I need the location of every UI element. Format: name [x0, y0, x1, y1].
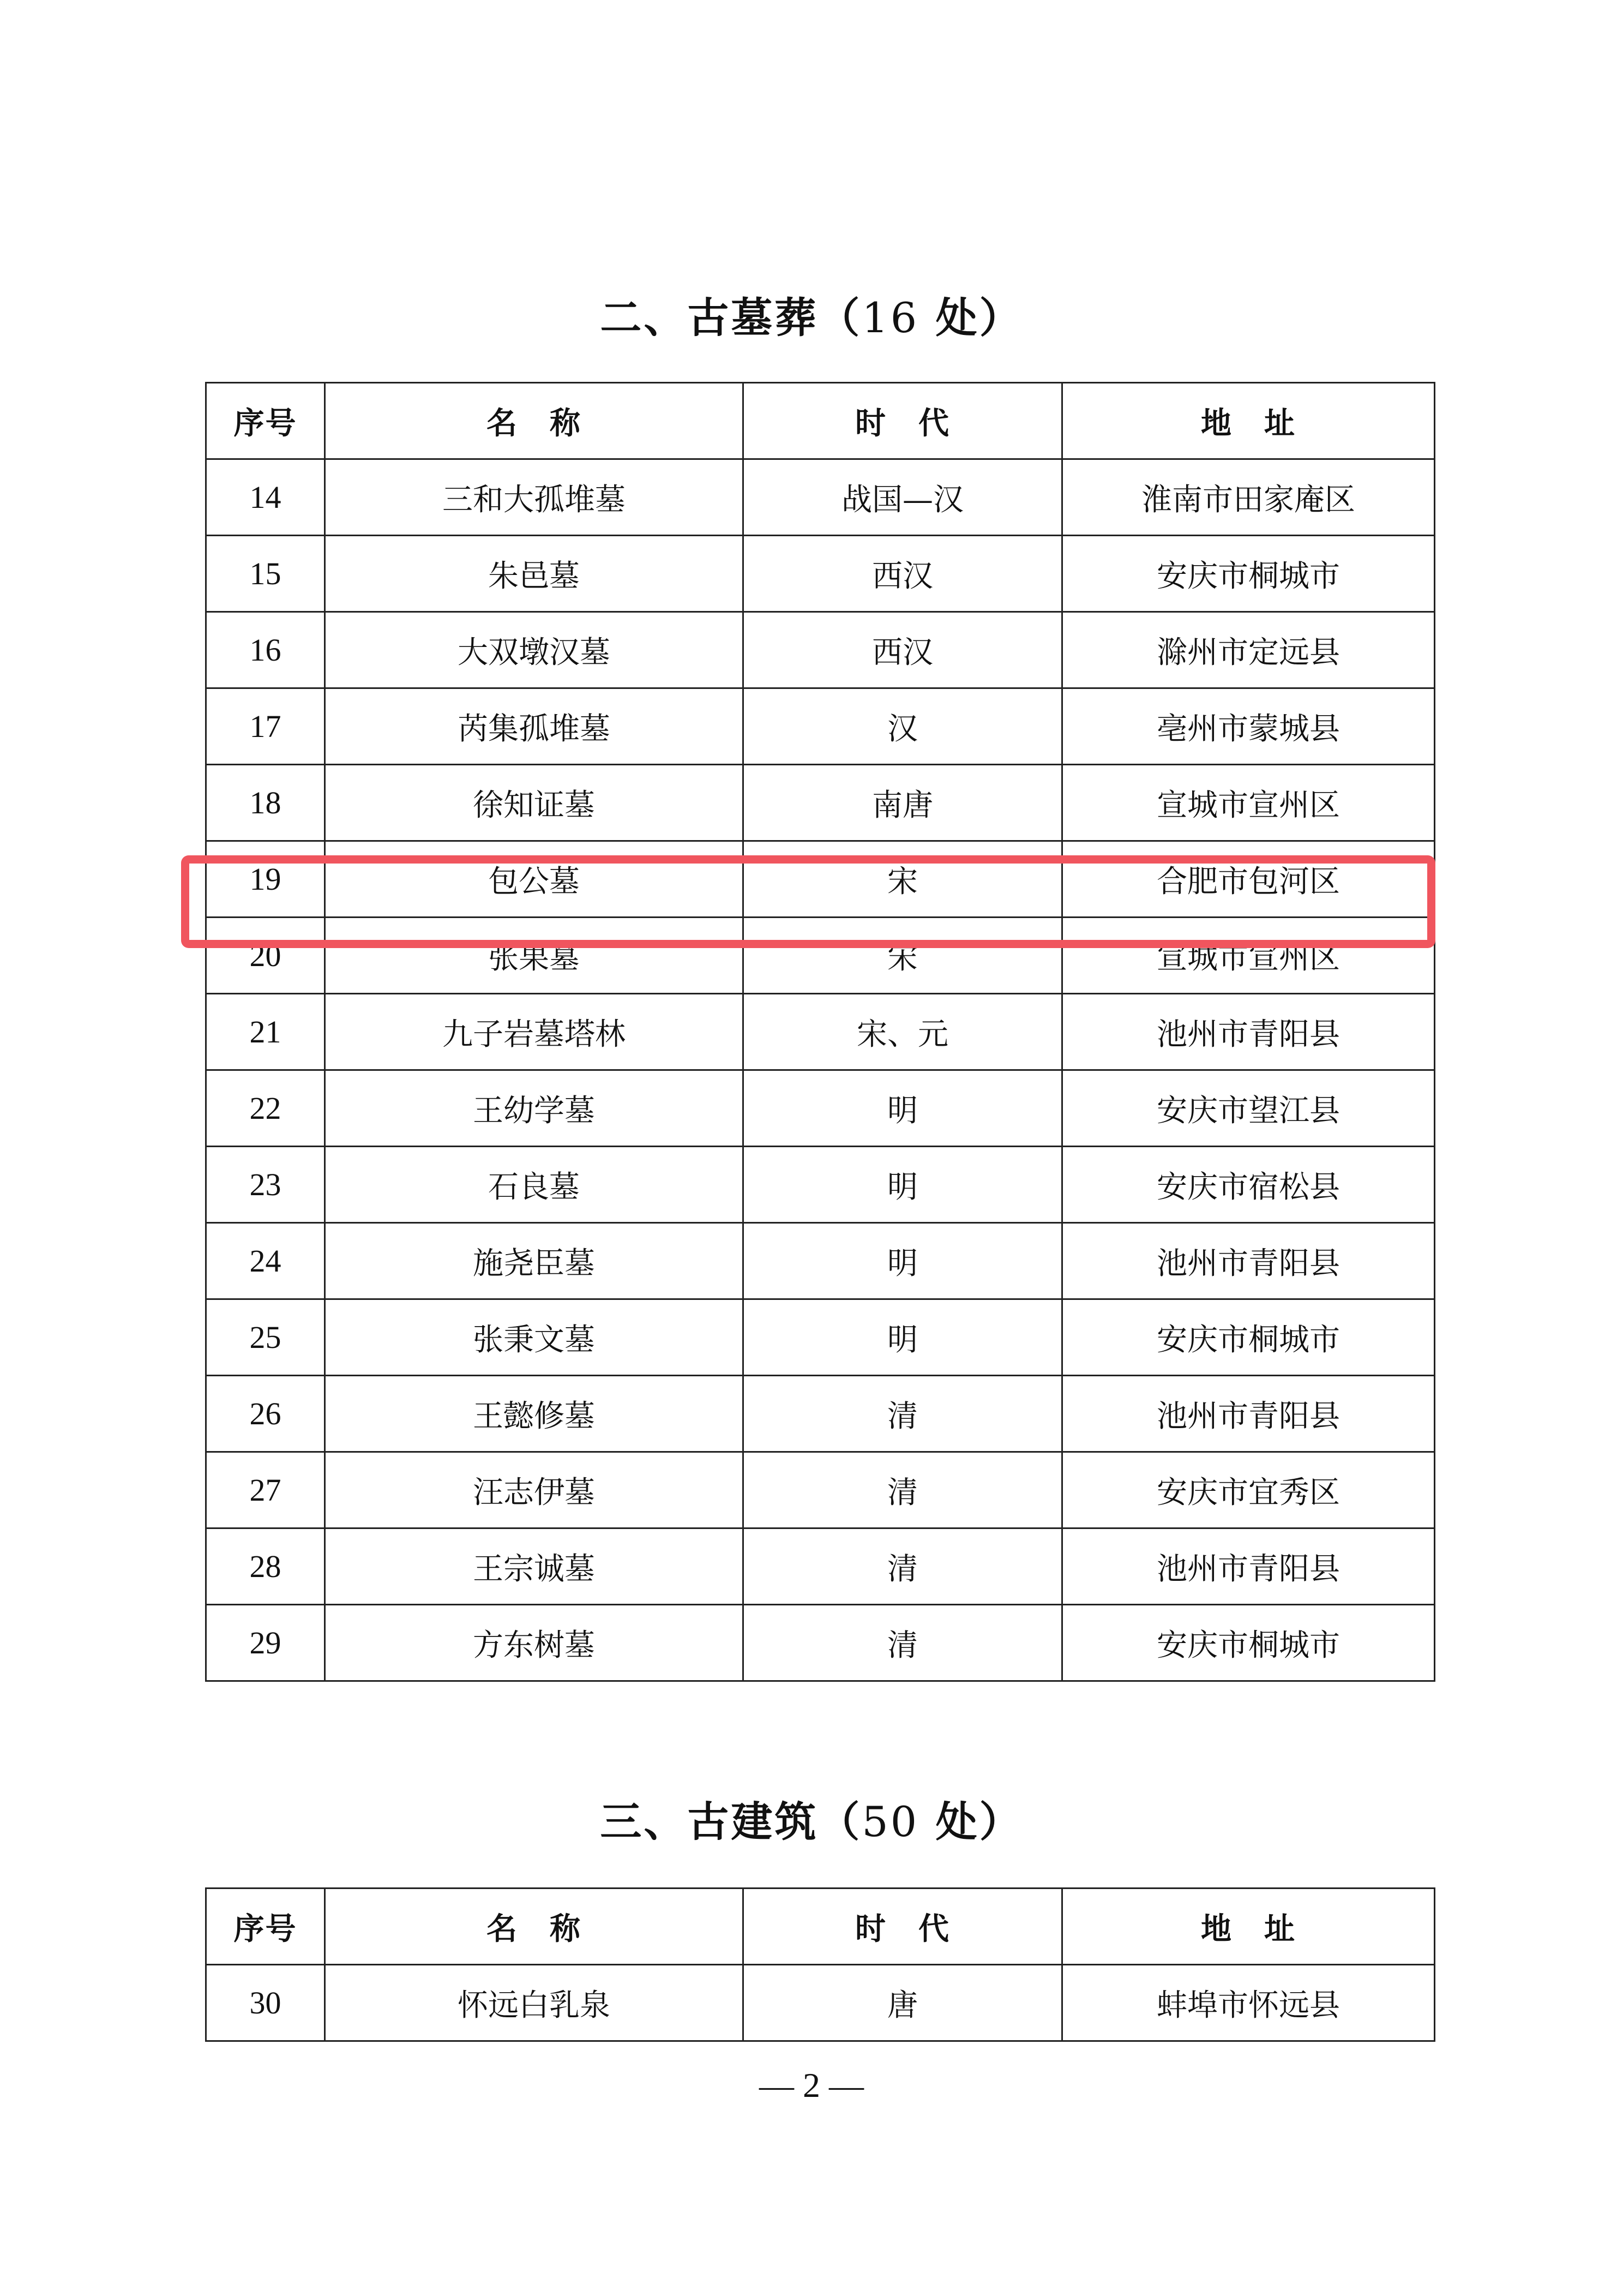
cell-no: 29: [206, 1605, 325, 1681]
highlight-box: [181, 855, 1435, 948]
cell-name: 九子岩墓塔林: [325, 994, 743, 1070]
table-row: [206, 1299, 1435, 1376]
section-title-buildings-prefix: 三、古建筑（: [600, 1797, 862, 1846]
cell-address: 安庆市宜秀区: [1062, 1452, 1435, 1528]
table-row: [206, 1605, 1435, 1681]
cell-no: 30: [206, 1965, 325, 2041]
cell-name: 大双墩汉墓: [325, 612, 743, 688]
header-name: 名 称: [325, 1889, 743, 1965]
cell-no: 25: [206, 1299, 325, 1376]
cell-address: 安庆市宿松县: [1062, 1147, 1435, 1223]
cell-name: 王宗诚墓: [325, 1528, 743, 1605]
buildings-table: [205, 1887, 1435, 2042]
cell-name: 朱邑墓: [325, 536, 743, 612]
cell-era: 明: [743, 1070, 1062, 1147]
cell-era: 清: [743, 1376, 1062, 1452]
cell-name: 石良墓: [325, 1147, 743, 1223]
header-era: 时 代: [743, 383, 1062, 459]
section-title-tombs: [0, 288, 1623, 348]
cell-address: 池州市青阳县: [1062, 1528, 1435, 1605]
cell-address: 安庆市望江县: [1062, 1070, 1435, 1147]
cell-name: 徐知证墓: [325, 765, 743, 841]
cell-address: 安庆市桐城市: [1062, 536, 1435, 612]
cell-no: 26: [206, 1376, 325, 1452]
cell-era: 清: [743, 1452, 1062, 1528]
cell-name: 张秉文墓: [325, 1299, 743, 1376]
cell-era: 明: [743, 1223, 1062, 1299]
table-header-row: [206, 383, 1435, 459]
cell-era: 清: [743, 1528, 1062, 1605]
cell-name: 王幼学墓: [325, 1070, 743, 1147]
cell-no: 20: [206, 918, 325, 994]
cell-address: 池州市青阳县: [1062, 1376, 1435, 1452]
cell-name: 汪志伊墓: [325, 1452, 743, 1528]
table-row: [206, 1528, 1435, 1605]
cell-era: 南唐: [743, 765, 1062, 841]
cell-no: 15: [206, 536, 325, 612]
cell-no: 16: [206, 612, 325, 688]
cell-era: 西汉: [743, 536, 1062, 612]
cell-no: 24: [206, 1223, 325, 1299]
cell-address: 淮南市田家庵区: [1062, 459, 1435, 536]
cell-era: 汉: [743, 688, 1062, 765]
cell-era: 唐: [743, 1965, 1062, 2041]
cell-address: 池州市青阳县: [1062, 1223, 1435, 1299]
cell-name: 方东树墓: [325, 1605, 743, 1681]
header-address: 地 址: [1062, 1889, 1435, 1965]
section-title-tombs-suffix: 处）: [919, 293, 1023, 342]
table-row: [206, 536, 1435, 612]
section-title-buildings: [0, 1792, 1623, 1852]
cell-no: 18: [206, 765, 325, 841]
table-row: [206, 994, 1435, 1070]
table-row: [206, 1452, 1435, 1528]
cell-no: 28: [206, 1528, 325, 1605]
cell-address: 亳州市蒙城县: [1062, 688, 1435, 765]
cell-no: 14: [206, 459, 325, 536]
header-era: 时 代: [743, 1889, 1062, 1965]
cell-era: 宋: [743, 841, 1062, 918]
cell-era: 清: [743, 1605, 1062, 1681]
cell-era: 明: [743, 1147, 1062, 1223]
cell-no: 27: [206, 1452, 325, 1528]
table-row: [206, 765, 1435, 841]
cell-era: 宋、元: [743, 994, 1062, 1070]
cell-address: 安庆市桐城市: [1062, 1605, 1435, 1681]
cell-no: 21: [206, 994, 325, 1070]
cell-address: 池州市青阳县: [1062, 994, 1435, 1070]
section-title-buildings-count: 50: [862, 1797, 919, 1846]
cell-address: 合肥市包河区: [1062, 841, 1435, 918]
cell-address: 安庆市桐城市: [1062, 1299, 1435, 1376]
header-no: 序号: [206, 383, 325, 459]
cell-address: 滁州市定远县: [1062, 612, 1435, 688]
cell-no: 23: [206, 1147, 325, 1223]
header-no: 序号: [206, 1889, 325, 1965]
table-row: [206, 1070, 1435, 1147]
cell-no: 17: [206, 688, 325, 765]
table-header-row: [206, 1889, 1435, 1965]
table-row: [206, 1147, 1435, 1223]
table-row: [206, 1223, 1435, 1299]
table-row: [206, 612, 1435, 688]
header-name: 名 称: [325, 383, 743, 459]
header-address: 地 址: [1062, 383, 1435, 459]
cell-no: 22: [206, 1070, 325, 1147]
cell-name: 包公墓: [325, 841, 743, 918]
cell-name: 怀远白乳泉: [325, 1965, 743, 2041]
table-row: [206, 1376, 1435, 1452]
cell-address: 蚌埠市怀远县: [1062, 1965, 1435, 2041]
section-title-tombs-prefix: 二、古墓葬（: [600, 293, 862, 342]
section-title-buildings-suffix: 处）: [919, 1797, 1023, 1846]
cell-address: 宣城市宣州区: [1062, 765, 1435, 841]
cell-name: 三和大孤堆墓: [325, 459, 743, 536]
table-row: [206, 1965, 1435, 2041]
cell-era: 西汉: [743, 612, 1062, 688]
table-row: [206, 688, 1435, 765]
section-title-tombs-count: 16: [862, 293, 919, 342]
cell-address: 宣城市宣州区: [1062, 918, 1435, 994]
cell-era: 宋: [743, 918, 1062, 994]
cell-name: 王懿修墓: [325, 1376, 743, 1452]
tombs-table: [205, 382, 1435, 1682]
cell-name: 施尧臣墓: [325, 1223, 743, 1299]
cell-name: 张果墓: [325, 918, 743, 994]
cell-name: 芮集孤堆墓: [325, 688, 743, 765]
cell-no: 19: [206, 841, 325, 918]
page-number: — 2 —: [759, 2066, 864, 2105]
cell-era: 明: [743, 1299, 1062, 1376]
cell-era: 战国—汉: [743, 459, 1062, 536]
table-row: [206, 459, 1435, 536]
